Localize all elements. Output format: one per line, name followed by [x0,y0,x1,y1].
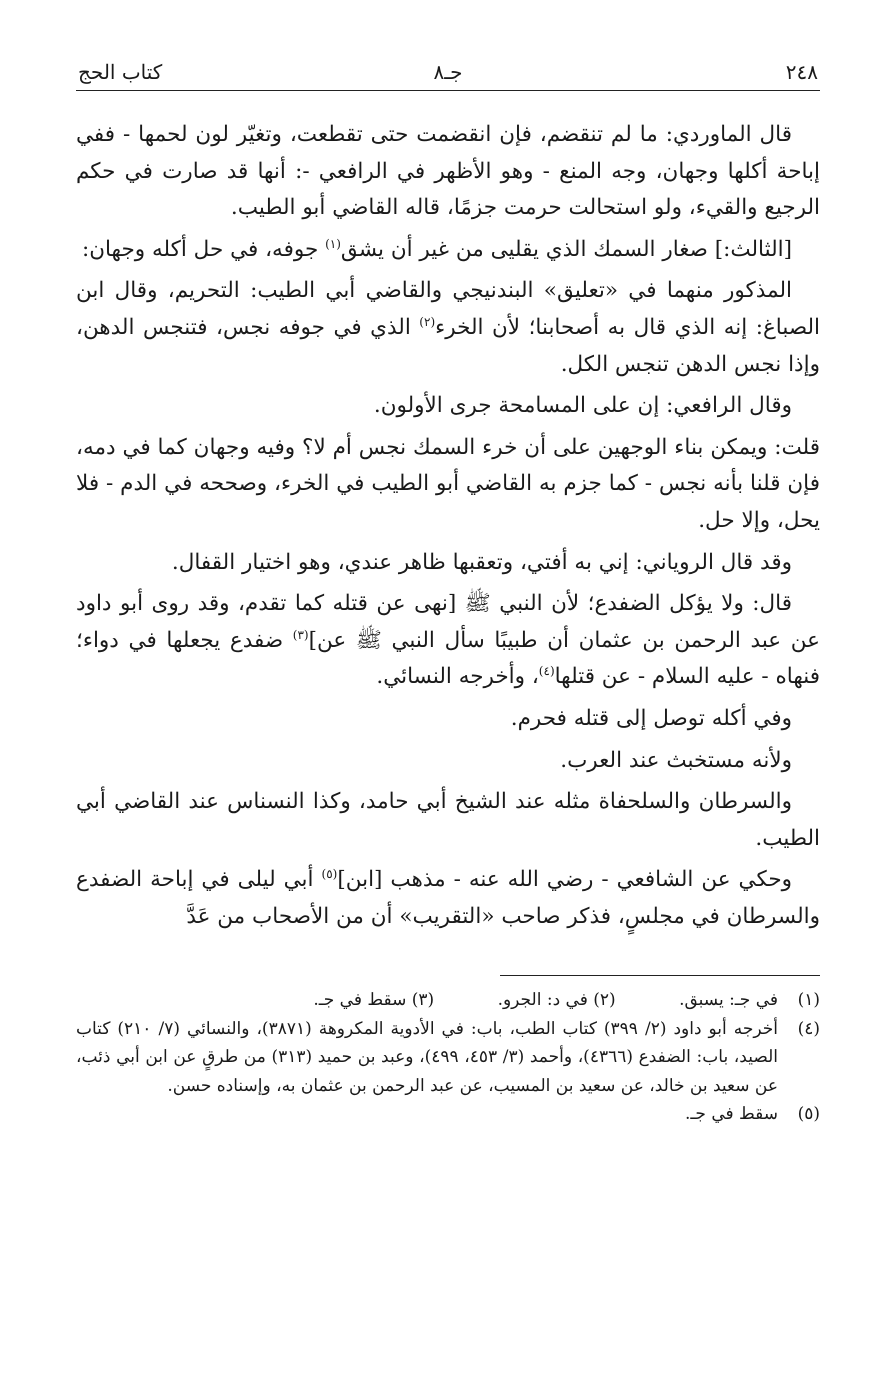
footnote-divider [500,975,820,976]
footnote-text: (٣) سقط في جـ. [313,990,435,1011]
paragraph: وفي أكله توصل إلى قتله فحرم. [510,705,792,731]
footnote-text: (٢) في د: الجرو. [497,990,616,1011]
footnote-ref: (٣) [292,627,309,642]
footnote-ref: (١) [325,236,341,251]
footnote-number: (١) [797,990,820,1011]
footnote-ref: (٤) [538,664,555,679]
paragraph: ولأنه مستخبث عند العرب. [560,747,792,773]
book-page [76,50,820,1129]
footnote-text: أخرجه أبو داود (٢/ ٣٩٩) كتاب الطب، باب: في الأدوية المكروهة (٣٨٧١)، والنسائي (٧/ ٢١٠) كتاب الصيد، باب: الضفدع (٤٣٦٦)، وأحمد (٣/ ٤٥٣، ٤٩٩)، وعبد بن حميد (٣١٣) من طرقٍ عن ابن أبي ذئب، عن سعيد بن خالد، عن سعيد بن المسيب، عن عبد الرحمن بن عثمان به، وإسناده حسن. [76,1018,778,1096]
page-number: ٢٤٨ [785,60,818,84]
footnotes [76,986,820,1129]
footnote-text: سقط في جـ. [685,1104,778,1125]
paragraph: وحكي عن الشافعي - رضي الله عنه - مذهب [ابن]$^{(٥)}$ أبي ليلى في إباحة الضفدع والسرطان في مجلسٍ، فذكر صاحب «التقريب» أن من الأصحاب من عَدَّ [76,867,820,929]
paragraph: وقد قال الروياني: إني به أفتي، وتعقبها ظاهر عندي، وهو اختيار القفال. [171,549,792,575]
footnote-number: (٥) [797,1104,820,1125]
footnote-number: (٤) [797,1018,820,1039]
paragraph: قال الماوردي: ما لم تنقضم، فإن انقضمت حتى تقطعت، وتغيّر لون لحمها - ففي إباحة أكلها وجهان، وجه المنع - وهو الأظهر في الرافعي -: أنها قد صارت في حكم الرجيع والقيء، ولو استحالت حرمت جزمًا، قاله القاضي أبو الطيب. [76,122,820,221]
paragraph: وقال الرافعي: إن على المسامحة جرى الأولون. [373,393,792,419]
footnote-ref: (٢) [419,314,436,329]
main-text [76,117,820,935]
paragraph: قال: ولا يؤكل الضفدع؛ لأن النبي ﷺ [نهى عن قتله كما تقدم، وقد روى أبو داود عن عبد الرحمن بن عثمان أن طبيبًا سأل النبي ﷺ عن]$^{(٣)}$ ضفدع يجعلها في دواء؛ فنهاه - عليه السلام - عن قتلها$^{(٤)}$، وأخرجه النسائي. [76,591,820,690]
paragraph: المذكور منهما في «تعليق» البندنيجي والقاضي أبي الطيب: التحريم، وقال ابن الصباغ: إنه الذي قال به أصحابنا؛ لأن الخرء$^{(٢)}$ الذي في جوفه نجس، فتنجس الدهن، وإذا نجس الدهن تنجس الكل. [76,278,820,377]
footnote-text: في جـ: يسبق. [679,990,778,1011]
footnote-row [76,986,820,1015]
footnote-row [76,1015,820,1101]
footnote-row [76,1100,820,1129]
footnote-ref: (٥) [321,867,338,882]
paragraph: والسرطان والسلحفاة مثله عند الشيخ أبي حامد، وكذا النسناس عند القاضي أبي الطيب. [76,789,820,851]
paragraph: قلت: ويمكن بناء الوجهين على أن خرء السمك نجس أم لا؟ وفيه وجهان كما في دمه، فإن قلنا بأنه نجس - كما جزم به القاضي أبو الطيب في الخرء، وصححه في الدم - فلا يحل، وإلا حل. [76,434,820,533]
book-title: كتاب الحج [78,60,163,84]
page-header [76,50,820,91]
volume-label: جـ٨ [433,60,463,84]
paragraph: [الثالث:] صغار السمك الذي يقليى من غير أن يشق$^{(١)}$ جوفه، في حل أكله وجهان: [81,236,792,262]
